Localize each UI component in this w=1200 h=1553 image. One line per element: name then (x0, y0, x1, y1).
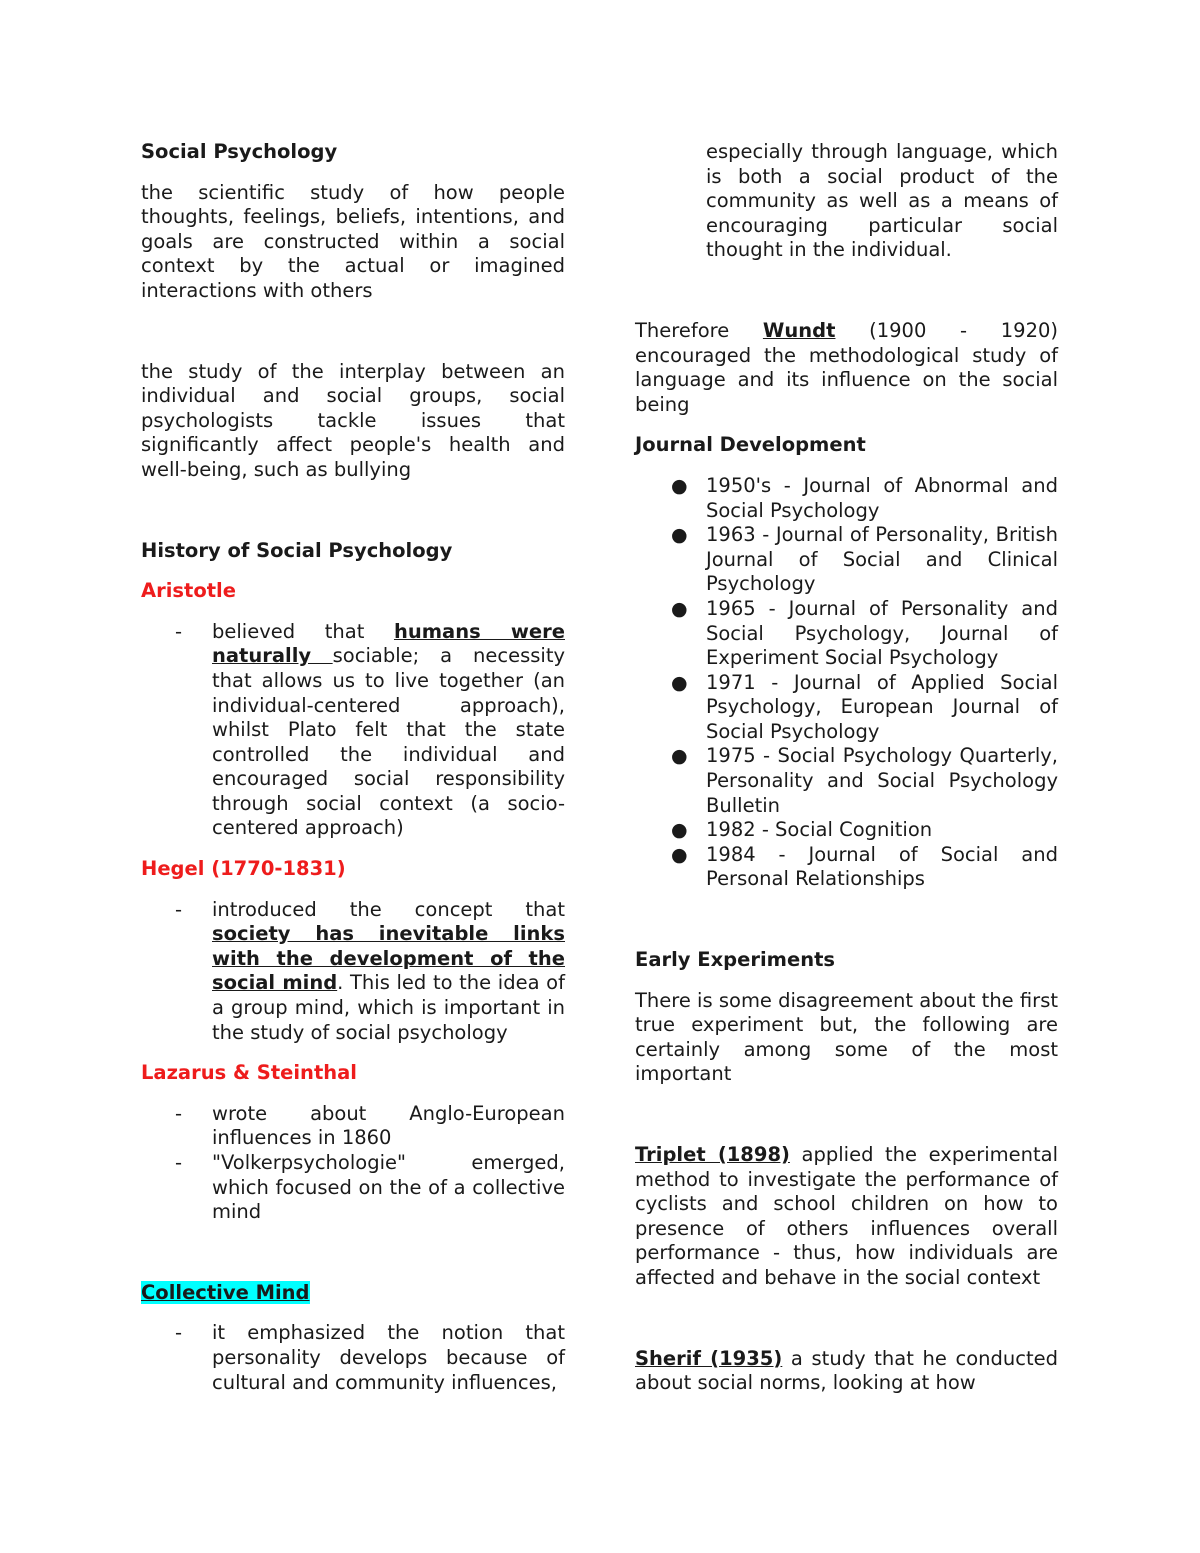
triplet-paragraph: Triplet (1898) applied the experimental method to investigate the performance of cyclists and school children on how to presence of others influences overall performance - thus, how individuals are affected and behave in the social context (635, 1143, 1058, 1289)
list-item: ● 1982 - Social Cognition (671, 818, 933, 842)
definition-1: the scientific study of how people thoughts, feelings, beliefs, intentions, and goals are constructed within a social context by the actual or imagined interactions with others (141, 180, 565, 302)
lazarus-list (141, 1102, 565, 1225)
collective-mind-list (141, 1321, 565, 1395)
emphasis-text: society has inevitable links with the development of the social mind (212, 922, 565, 995)
journal-heading: Journal Development (635, 433, 866, 457)
hegel-list (141, 898, 565, 1046)
left-column (141, 140, 565, 1395)
list-item: ● 1984 - Journal of Social and Personal Relationships (671, 842, 1058, 891)
bullet-marker: ● (671, 597, 688, 620)
definition-2: the study of the interplay between an individual and social groups, social psychologists tackle issues that significantly affect people's health and well-being, such as bullying (141, 359, 565, 481)
bullet-marker: ● (671, 474, 688, 497)
emphasis-text: humans were naturally (212, 619, 565, 668)
dash-marker: - (175, 1151, 183, 1174)
list-item: - it emphasized the notion that personality develops because of cultural and community influences, (175, 1321, 565, 1394)
dash-marker: - (175, 1321, 183, 1345)
wundt-name: Wundt (762, 318, 836, 342)
wundt-paragraph: Therefore Wundt (1900 - 1920) encouraged the methodological study of language and its influence on the social being (635, 318, 1058, 416)
aristotle-heading: Aristotle (141, 579, 236, 603)
bullet-marker: ● (671, 524, 688, 547)
bullet-marker: ● (671, 745, 688, 768)
sherif-paragraph: Sherif (1935) a study that he conducted about social norms, looking at how (635, 1346, 1058, 1395)
list-item: ● 1963 - Journal of Personality, British Journal of Social and Clinical Psychology (671, 523, 1058, 596)
bullet-marker: ● (671, 819, 688, 842)
list-item: ● 1975 - Social Psychology Quarterly, Personality and Social Psychology Bulletin (671, 744, 1058, 817)
continuation-text: especially through language, which is both a social product of the community as well as a means of encouraging particular social thought in the individual. (706, 140, 1058, 262)
lazarus-heading: Lazarus & Steinthal (141, 1061, 357, 1085)
experiments-heading: Early Experiments (635, 948, 836, 972)
journal-list (635, 474, 1058, 892)
right-column (635, 140, 1058, 1396)
list-item: ● 1971 - Journal of Applied Social Psychology, European Journal of Social Psychology (671, 670, 1058, 743)
list-item: - believed that humans were naturally sociable; a necessity that allows us to live together (an individual-centered approach), whilst Plato felt that the state controlled the individual and encouraged social responsibility through social context (a socio-centered approach) (175, 619, 566, 840)
sherif-name: Sherif (1935) (635, 1346, 783, 1370)
history-heading: History of Social Psychology (141, 538, 453, 562)
bullet-marker: ● (671, 671, 688, 694)
list-item: - "Volkerpsychologie" emerged, which focused on the of a collective mind (175, 1151, 565, 1224)
dash-marker: - (175, 897, 183, 921)
collective-mind-heading: Collective Mind (141, 1280, 310, 1304)
aristotle-list (141, 620, 565, 841)
page-title: Social Psychology (141, 140, 338, 163)
bullet-marker: ● (671, 843, 688, 866)
dash-marker: - (175, 1101, 183, 1125)
list-item: - wrote about Anglo-European influences in 1860 (175, 1101, 565, 1150)
dash-marker: - (175, 619, 183, 643)
experiments-intro: There is some disagreement about the first true experiment but, the following are certainly among some of the most important (635, 988, 1058, 1086)
list-item: ● 1965 - Journal of Personality and Social Psychology, Journal of Experiment Social Psychology (671, 596, 1058, 670)
list-item: ● 1950's - Journal of Abnormal and Social Psychology (671, 473, 1058, 522)
hegel-heading: Hegel (1770-1831) (141, 857, 346, 881)
list-item: - introduced the concept that society has inevitable links with the development of the social mind. This led to the idea of a group mind, which is important in the study of social psychology (175, 897, 565, 1044)
triplet-name: Triplet (1898) (635, 1143, 790, 1166)
